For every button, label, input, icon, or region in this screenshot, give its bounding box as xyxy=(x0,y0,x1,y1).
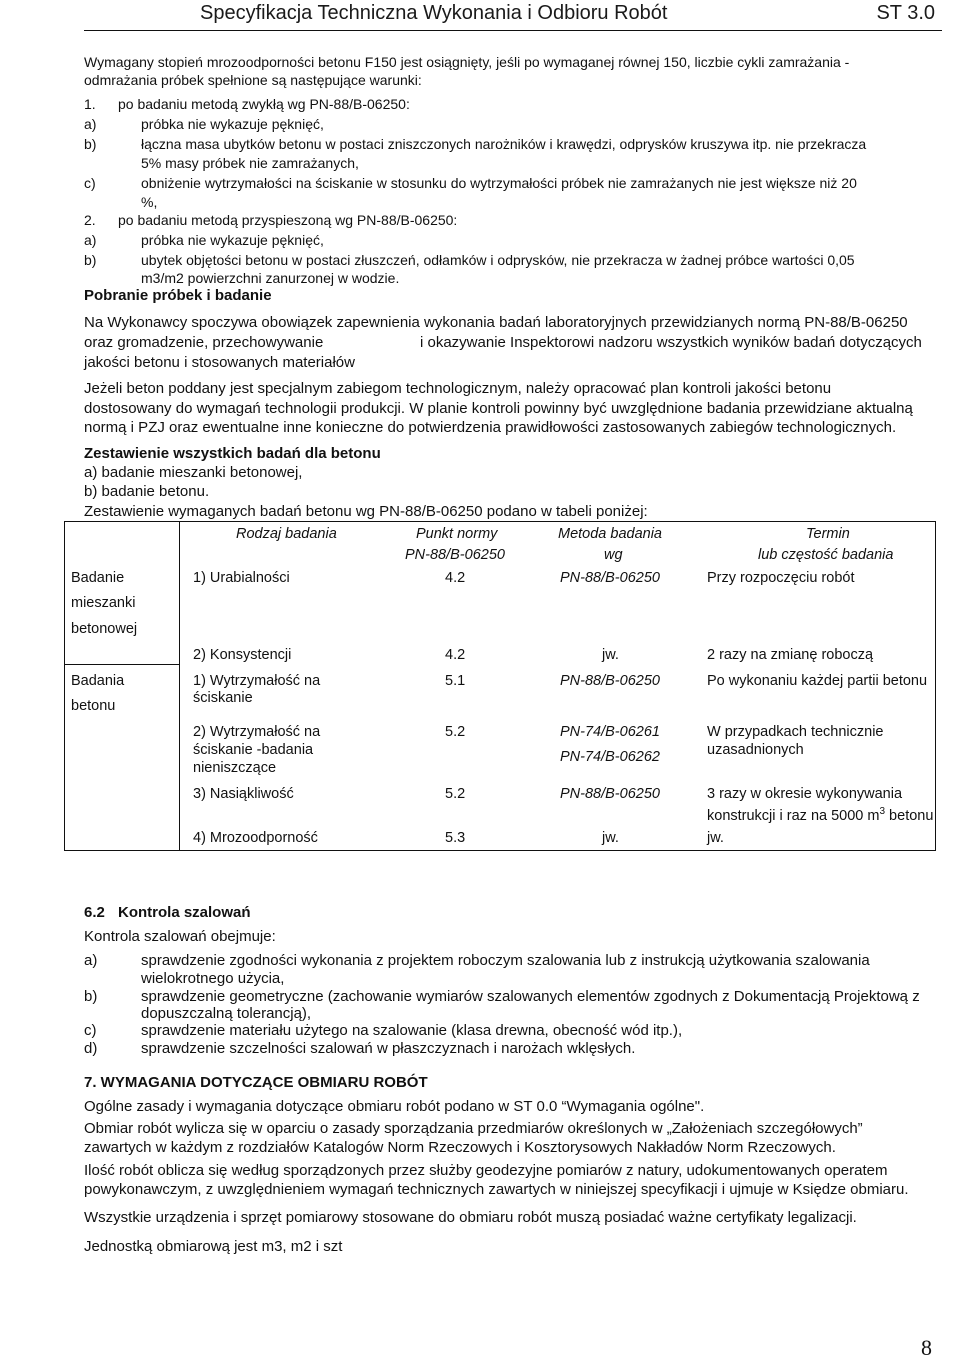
row-ndt-method-2: PN-74/B-06262 xyxy=(560,749,660,765)
frost-p2-a-marker: a) xyxy=(84,232,97,248)
row-ndt-type-3: nieniszczące xyxy=(193,760,277,776)
sampling-p2-line-3: normą i PZJ oraz ewentualne inne konieczne do potwierdzenia prawidłowości zastosowanych zabiegów technologicznych. xyxy=(84,419,897,436)
row-strength-type-2: ściskanie xyxy=(193,690,253,706)
header-rule xyxy=(84,30,942,31)
header-spec-code: ST 3.0 xyxy=(876,2,935,24)
frost-point-2-text: po badaniu metodą przyspieszoną wg PN-88/B-06250: xyxy=(118,212,458,228)
row-frost-point: 5.3 xyxy=(445,830,466,846)
row-absorption-type: 3) Nasiąkliwość xyxy=(193,786,294,802)
measure-p3-line-1: Ilość robót oblicza się według sporządzonych przez służby geodezyjne pomiarów z natury, udokumentowanych operatem xyxy=(84,1162,888,1179)
row-ndt-point: 5.2 xyxy=(445,724,466,740)
group-mix-line-2: mieszanki xyxy=(71,595,136,611)
row-frost-term: jw. xyxy=(707,830,724,846)
formwork-heading-number: 6.2 xyxy=(84,904,105,921)
measure-p2-line-1: Obmiar robót wylicza się w oparciu o zasady sporządzania przedmiarów określonych w „Założeniach szczegółowych” xyxy=(84,1120,863,1137)
measure-p4: Wszystkie urządzenia i sprzęt pomiarowy stosowane do obmiaru robót muszą posiadać ważne certyfikaty legalizacji. xyxy=(84,1209,857,1226)
measure-p2-line-2: zawartych w każdym z rozdziałów Katalogów Norm Rzeczowych i Kosztorysowych Nakładów Norm Rzeczowych. xyxy=(84,1139,836,1156)
row-absorption-term-2 xyxy=(707,801,933,827)
row-absorption-point: 5.2 xyxy=(445,786,466,802)
row-ndt-type-2: ściskanie -badania xyxy=(193,742,314,758)
measure-p1: Ogólne zasady i wymagania dotyczące obmiaru robót podano w ST 0.0 “Wymagania ogólne". xyxy=(84,1098,705,1115)
table-col-separator xyxy=(179,521,180,851)
sampling-p1-line-2a: oraz gromadzenie, przechowywanie xyxy=(84,334,324,351)
page-number: 8 xyxy=(921,1335,932,1360)
row-workability-type: 1) Urabialności xyxy=(193,570,290,586)
table-border-top xyxy=(64,521,936,522)
th-term-2: lub częstość badania xyxy=(758,547,894,563)
measure-p5: Jednostką obmiarową jest m3, m2 i szt xyxy=(84,1238,343,1255)
th-test-type: Rodzaj badania xyxy=(236,526,337,542)
frost-p2-b-line-1: ubytek objętości betonu w postaci złuszczeń, odłamków i odprysków, nie przekracza w żadnej próbce wartości 0,05 xyxy=(141,252,855,268)
measure-heading: 7. WYMAGANIA DOTYCZĄCE OBMIARU ROBÓT xyxy=(84,1074,428,1091)
summary-item-b: b) badanie betonu. xyxy=(84,483,210,500)
frost-p2-a-text: próbka nie wykazuje pęknięć, xyxy=(141,232,324,248)
formwork-c-line-1: sprawdzenie materiału użytego na szalowanie (klasa drewna, obecność wód itp.), xyxy=(141,1022,683,1039)
sampling-p2-line-2: dostosowany do wymagań technologii produkcji. W planie kontroli powinny być uwzględnione badania przewidziane aktualną xyxy=(84,400,913,417)
page-header xyxy=(0,0,960,34)
header-title: Specyfikacja Techniczna Wykonania i Odbioru Robót xyxy=(200,2,668,24)
frost-p1-b-line-1: łączna masa ubytków betonu w postaci zniszczonych narożników i krawędzi, odprysków kruszywa itp. nie przekracza xyxy=(141,136,867,152)
formwork-a-marker: a) xyxy=(84,952,98,969)
table-border-right xyxy=(935,521,936,851)
row-strength-point: 5.1 xyxy=(445,673,466,689)
sampling-p1-line-2b: i okazywanie Inspektorowi nadzoru wszystkich wyników badań dotyczących xyxy=(420,334,922,351)
th-method-2: wg xyxy=(604,547,623,563)
group-mix-line-1: Badanie xyxy=(71,570,125,586)
formwork-d-line-1: sprawdzenie szczelności szalowań w płaszczyznach i narożach wklęsłych. xyxy=(141,1040,636,1057)
frost-intro-line-2: odmrażania próbek spełnione są następujące warunki: xyxy=(84,72,422,88)
sampling-p1-line-3: jakości betonu i stosowanych materiałów xyxy=(84,354,355,371)
row-absorption-method: PN-88/B-06250 xyxy=(560,786,660,802)
row-consistency-point: 4.2 xyxy=(445,647,466,663)
group-concrete-line-2: betonu xyxy=(71,698,116,714)
row-frost-method: jw. xyxy=(602,830,619,846)
frost-intro-line-1: Wymagany stopień mrozoodporności betonu F150 jest osiągnięty, jeśli po wymaganej równej 150, liczbie cykli zamrażania - xyxy=(84,54,850,70)
summary-note: Zestawienie wymaganych badań betonu wg PN-88/B-06250 podano w tabeli poniżej: xyxy=(84,503,648,520)
sampling-heading: Pobranie próbek i badanie xyxy=(84,287,272,304)
frost-p1-c-line-1: obniżenie wytrzymałości na ściskanie w stosunku do wytrzymałości próbek nie zamrażanych nie jest większe niż 20 xyxy=(141,175,857,191)
frost-point-1-text: po badaniu metodą zwykłą wg PN-88/B-06250: xyxy=(118,96,410,112)
row-ndt-term-2: uzasadnionych xyxy=(707,742,804,758)
frost-p1-a-text: próbka nie wykazuje pęknięć, xyxy=(141,116,324,132)
th-method-1: Metoda badania xyxy=(558,526,662,542)
group-mix-line-3: betonowej xyxy=(71,621,138,637)
group-concrete-line-1: Badania xyxy=(71,673,125,689)
summary-heading: Zestawienie wszystkich badań dla betonu xyxy=(84,445,381,462)
sampling-p1-line-1: Na Wykonawcy spoczywa obowiązek zapewnienia wykonania badań laboratoryjnych przewidzianych normą PN-88/B-06250 xyxy=(84,314,908,331)
frost-point-2-number: 2. xyxy=(84,212,96,228)
frost-p2-b-line-2: m3/m2 powierzchni zanurzonej w wodzie. xyxy=(141,270,400,286)
frost-p1-c-line-2: %, xyxy=(141,194,158,210)
row-ndt-type-1: 2) Wytrzymałość na xyxy=(193,724,321,740)
formwork-b-marker: b) xyxy=(84,988,98,1005)
row-absorption-term-2a: konstrukcji i raz na 5000 m xyxy=(707,807,880,824)
row-absorption-term-sup: 3 xyxy=(879,806,886,817)
table-group-separator xyxy=(64,664,179,665)
row-consistency-method: jw. xyxy=(602,647,619,663)
row-workability-term: Przy rozpoczęciu robót xyxy=(707,570,855,586)
formwork-intro: Kontrola szalowań obejmuje: xyxy=(84,928,276,945)
formwork-heading-text: Kontrola szalowań xyxy=(118,904,251,921)
frost-p1-b-marker: b) xyxy=(84,136,97,152)
row-workability-method: PN-88/B-06250 xyxy=(560,570,660,586)
row-consistency-type: 2) Konsystencji xyxy=(193,647,292,663)
row-frost-type: 4) Mrozoodporność xyxy=(193,830,318,846)
frost-p2-b-marker: b) xyxy=(84,252,97,268)
row-absorption-term-1: 3 razy w okresie wykonywania xyxy=(707,786,903,802)
frost-p1-a-marker: a) xyxy=(84,116,97,132)
row-ndt-method-1: PN-74/B-06261 xyxy=(560,724,660,740)
frost-point-1-number: 1. xyxy=(84,96,96,112)
row-consistency-term: 2 razy na zmianę roboczą xyxy=(707,647,874,663)
measure-p3-line-2: powykonawczym, z uwzględnieniem wymagań technicznych zawartych w niniejszej specyfikacji i ujmuje w Księdze obmiaru. xyxy=(84,1181,909,1198)
frost-p1-c-marker: c) xyxy=(84,175,96,191)
th-norm-point-1: Punkt normy xyxy=(416,526,498,542)
formwork-c-marker: c) xyxy=(84,1022,97,1039)
table-border-left xyxy=(64,521,65,851)
th-norm-point-2: PN-88/B-06250 xyxy=(405,547,505,563)
formwork-b-line-1: sprawdzenie geometryczne (zachowanie wymiarów szalowanych elementów zgodnych z Dokumentacją Projektową z xyxy=(141,988,920,1005)
row-strength-term: Po wykonaniu każdej partii betonu xyxy=(707,673,928,689)
formwork-d-marker: d) xyxy=(84,1040,98,1057)
summary-item-a: a) badanie mieszanki betonowej, xyxy=(84,464,303,481)
th-term-1: Termin xyxy=(806,526,850,542)
row-absorption-term-2b: betonu xyxy=(885,807,934,824)
row-strength-type-1: 1) Wytrzymałość na xyxy=(193,673,321,689)
row-workability-point: 4.2 xyxy=(445,570,466,586)
formwork-b-line-2: dopuszczalną tolerancją), xyxy=(141,1005,312,1022)
row-ndt-term-1: W przypadkach technicznie xyxy=(707,724,884,740)
formwork-a-line-1: sprawdzenie zgodności wykonania z projektem roboczym szalowania lub z instrukcją użytkowania szalowania xyxy=(141,952,870,969)
frost-p1-b-line-2: 5% masy próbek nie zamrażanych, xyxy=(141,155,359,171)
table-border-bottom xyxy=(64,850,936,851)
sampling-p2-line-1: Jeżeli beton poddany jest specjalnym zabiegom technologicznym, należy opracować plan kontroli jakości betonu xyxy=(84,380,832,397)
row-strength-method: PN-88/B-06250 xyxy=(560,673,660,689)
formwork-a-line-2: wielokrotnego użycia, xyxy=(141,970,285,987)
